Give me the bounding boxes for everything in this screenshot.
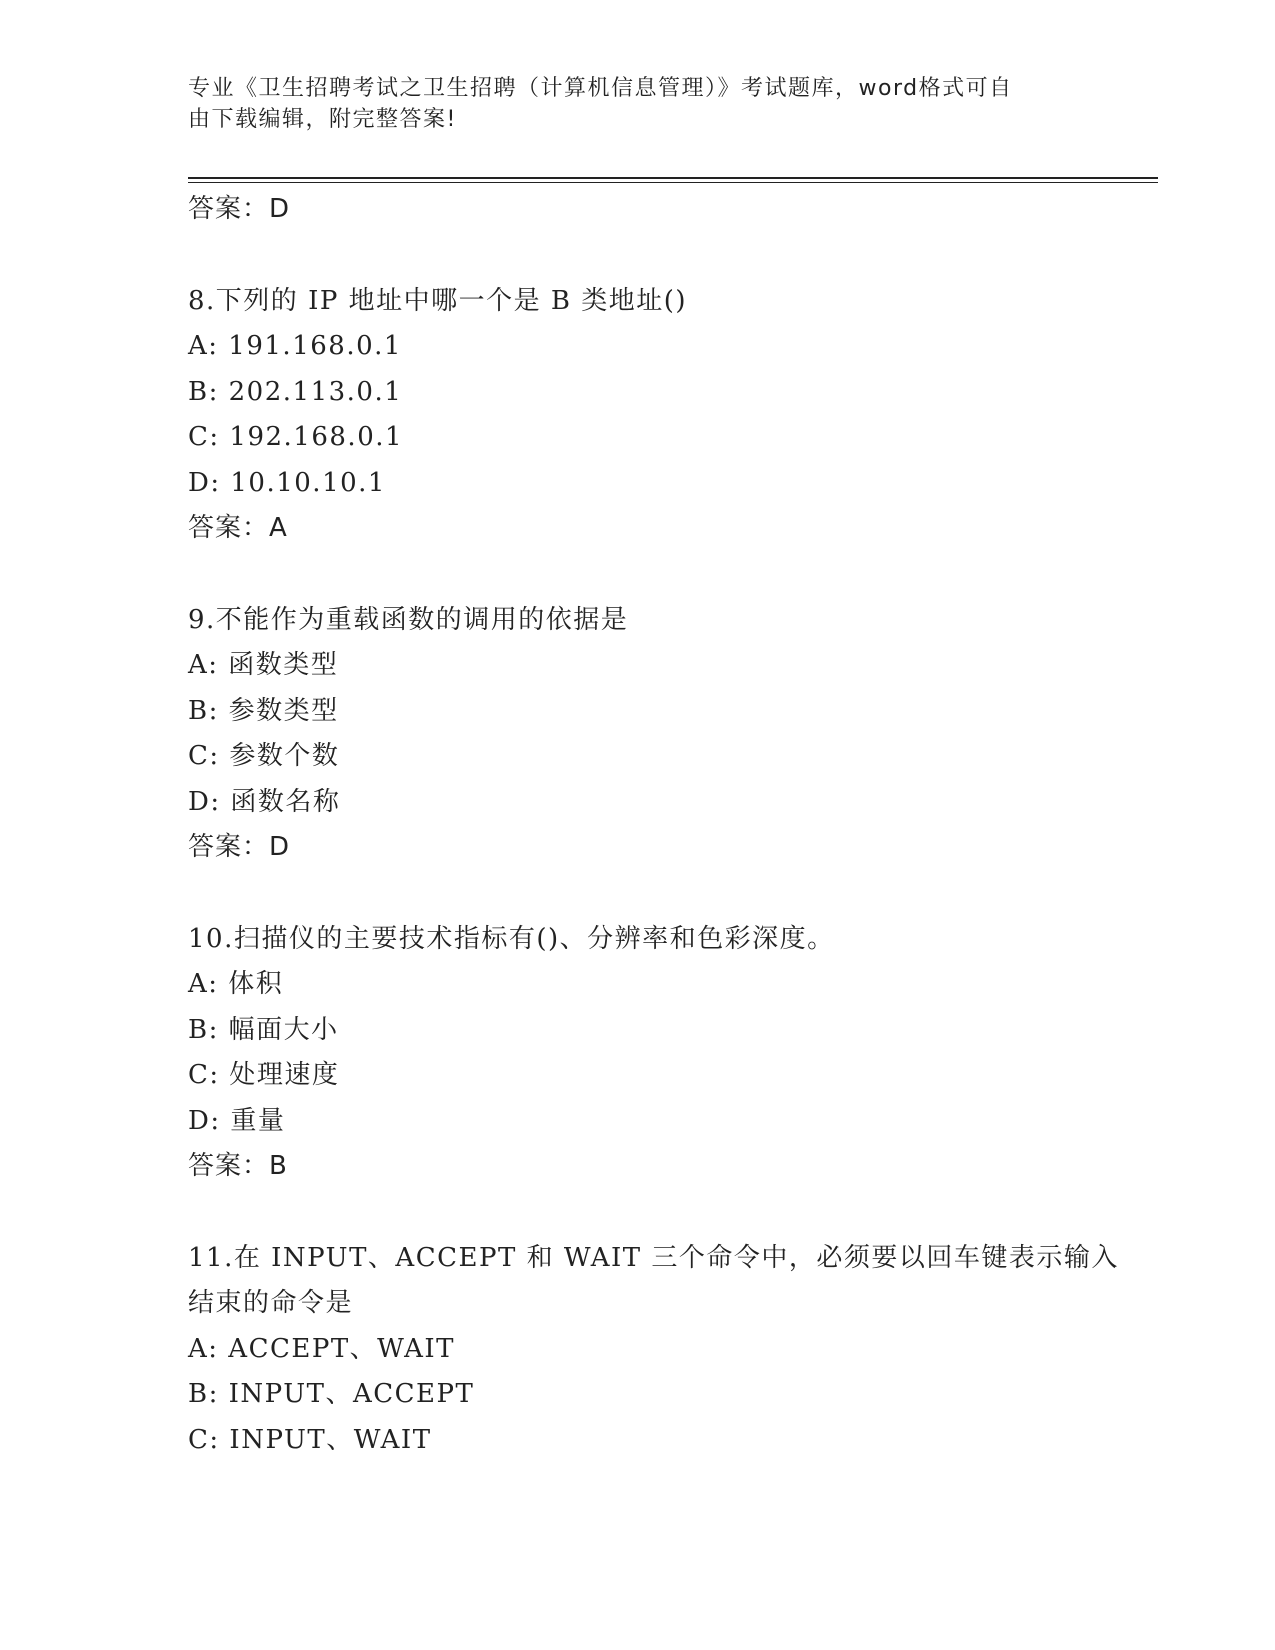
question-11-option-b: B: INPUT、ACCEPT: [188, 1379, 475, 1409]
question-10-option-d: D: 重量: [188, 1105, 286, 1136]
header-line-2: 由下载编辑，附完整答案!: [188, 107, 457, 132]
question-8-option-d: D: 10.10.10.1: [188, 467, 386, 498]
question-11-line-2: 结束的命令是: [188, 1288, 354, 1318]
question-9-option-a: A: 函数类型: [188, 650, 339, 680]
question-9-option-b: B: 参数类型: [188, 695, 339, 726]
answer-9: 答案：D: [188, 832, 291, 862]
question-11-option-a: A: ACCEPT、WAIT: [188, 1333, 455, 1364]
question-10-option-a: A: 体积: [188, 969, 284, 999]
question-8-option-a: A: 191.168.0.1: [188, 331, 402, 361]
spacer: [188, 552, 1088, 598]
question-10-option-c: C: 处理速度: [188, 1060, 340, 1090]
question-10-option-b: B: 幅面大小: [188, 1014, 339, 1045]
answer-8: 答案：A: [188, 513, 288, 543]
header-divider-thick: [188, 177, 1158, 179]
answer-7: 答案：D: [188, 194, 291, 224]
question-9-option-c: C: 参数个数: [188, 741, 340, 771]
question-8-option-b: B: 202.113.0.1: [188, 376, 403, 407]
header-divider-thin: [188, 182, 1158, 183]
answer-10: 答案：B: [188, 1151, 288, 1181]
document-header: [188, 73, 1068, 135]
spacer: [188, 1190, 1088, 1236]
question-11-line-1: 11.在 INPUT、ACCEPT 和 WAIT 三个命令中，必须要以回车键表示输入: [188, 1242, 1119, 1273]
question-8: 8.下列的 IP 地址中哪一个是 B 类地址(): [188, 285, 688, 316]
header-line-1: 专业《卫生招聘考试之卫生招聘（计算机信息管理）》考试题库，word格式可自: [188, 76, 1013, 101]
spacer: [188, 871, 1088, 917]
question-8-option-c: C: 192.168.0.1: [188, 422, 404, 452]
question-9: 9.不能作为重载函数的调用的依据是: [188, 604, 629, 635]
question-10: 10.扫描仪的主要技术指标有()、分辨率和色彩深度。: [188, 923, 835, 954]
question-9-option-d: D: 函数名称: [188, 786, 341, 817]
question-11-option-c: C: INPUT、WAIT: [188, 1424, 432, 1455]
question-list: [188, 187, 1119, 1463]
spacer: [188, 233, 1088, 279]
